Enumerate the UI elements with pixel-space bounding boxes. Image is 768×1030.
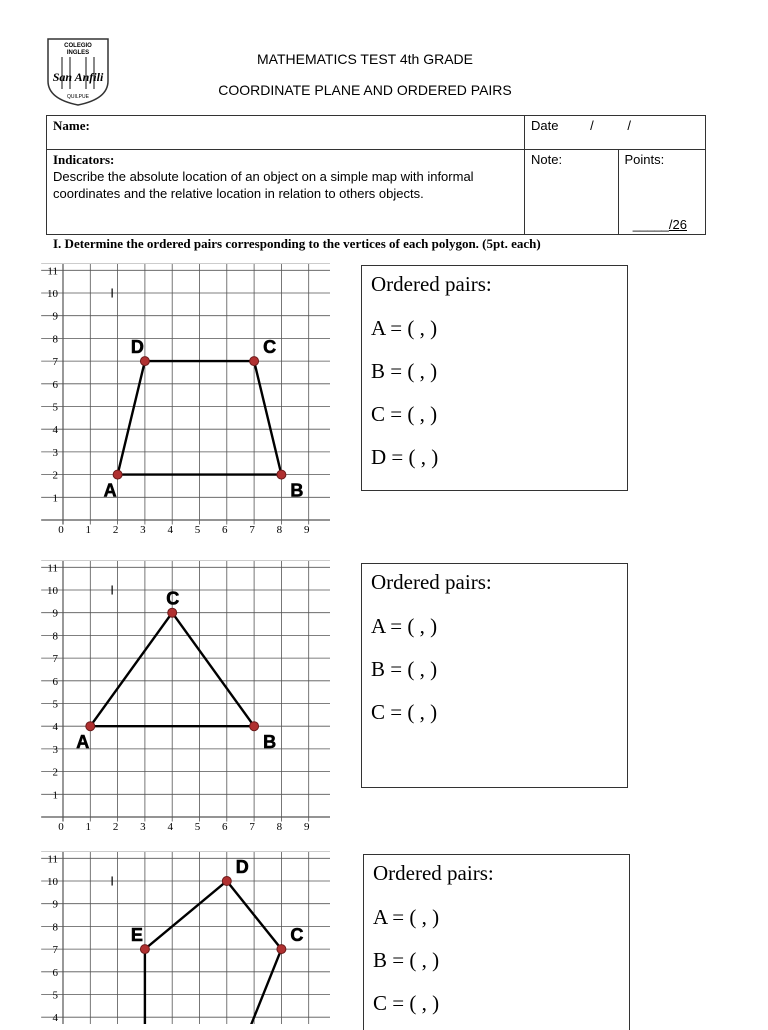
y-tick-label: 8	[52, 921, 58, 934]
logo-text-4: QUILPUE	[67, 94, 89, 100]
logo-text-2: INGLES	[66, 50, 90, 56]
vertex-point-a	[113, 470, 122, 479]
pair-row-a: A = ( , )	[371, 614, 438, 638]
date-cell[interactable]	[525, 116, 706, 150]
x-tick-label: 3	[140, 524, 146, 536]
pair-row-b: B = ( , )	[371, 657, 438, 681]
points-label: Points:	[624, 152, 665, 167]
x-tick-label: 2	[112, 821, 119, 833]
y-tick-label: 1	[52, 789, 58, 802]
page-subtitle: COORDINATE PLANE AND ORDERED PAIRS	[218, 82, 512, 98]
y-tick-label: 8	[52, 630, 58, 643]
points-blank: _____	[632, 217, 669, 232]
vertex-label-a: A	[103, 480, 117, 501]
instruction-text: I. Determine the ordered pairs corresponding to the vertices of each polygon. (5pt. each)	[53, 236, 541, 251]
y-tick-label: 10	[47, 585, 58, 597]
vertex-label-c: C	[290, 925, 304, 946]
y-tick-label: 10	[47, 876, 58, 888]
pair-row-c: C = ( , )	[371, 402, 438, 426]
x-tick-label: 9	[303, 524, 310, 536]
x-tick-label: 4	[167, 524, 173, 536]
pair-row-d: D = ( , )	[371, 445, 439, 469]
y-tick-label: 5	[52, 989, 58, 1002]
y-tick-label: 7	[52, 356, 58, 369]
y-tick-label: 10	[47, 288, 58, 300]
polygon-shape	[145, 881, 282, 1024]
x-tick-label: 8	[276, 524, 283, 536]
y-tick-label: 8	[52, 333, 58, 346]
name-label: Name:	[53, 118, 90, 133]
vertex-point-c	[250, 357, 259, 366]
ordered-pairs-title: Ordered pairs:	[371, 272, 492, 296]
vertex-point-d	[222, 877, 231, 886]
vertex-label-e: E	[130, 925, 143, 946]
pair-row-b: B = ( , )	[371, 359, 438, 383]
y-tick-label: 9	[52, 898, 58, 911]
vertex-label-a: A	[76, 732, 90, 753]
y-tick-label: 9	[52, 607, 58, 620]
x-tick-label: 1	[85, 524, 92, 536]
indicators-label: Indicators:	[53, 152, 115, 167]
vertex-point-e	[140, 945, 149, 954]
school-logo	[46, 37, 110, 107]
ordered-pairs-box-1[interactable]	[361, 265, 628, 491]
indicators-text: Describe the absolute location of an object on a simple map with informal coordinates and the relative location in relation to others objects.	[53, 169, 474, 201]
pair-row-a: A = ( , )	[371, 316, 438, 340]
x-tick-label: 7	[249, 524, 255, 536]
coordinate-grid-3	[40, 843, 330, 1024]
pair-row-a: A = ( , )	[373, 905, 440, 929]
y-tick-label: 5	[52, 401, 58, 414]
y-tick-label: 6	[52, 675, 58, 688]
x-tick-label: 0	[58, 524, 64, 536]
points-cell[interactable]	[618, 150, 705, 235]
pair-row-b: B = ( , )	[373, 948, 440, 972]
y-tick-label: 6	[52, 966, 58, 979]
vertex-label-c: C	[166, 588, 180, 609]
y-tick-label: 7	[52, 653, 58, 666]
info-table	[46, 115, 706, 235]
y-tick-label: 5	[52, 698, 58, 711]
vertex-label-d: D	[130, 337, 144, 358]
y-tick-label: 4	[52, 1012, 58, 1024]
y-tick-label: 4	[52, 721, 58, 734]
y-tick-label: 2	[52, 766, 58, 779]
y-tick-label: 6	[52, 378, 58, 391]
y-tick-label: 7	[52, 944, 58, 957]
vertex-point-a	[86, 722, 95, 731]
note-cell[interactable]	[525, 150, 619, 235]
vertex-point-b	[277, 470, 286, 479]
date-label: Date	[531, 118, 559, 133]
indicators-cell	[47, 150, 525, 235]
y-tick-label: 11	[47, 853, 58, 866]
y-tick-label: 3	[52, 743, 58, 756]
coordinate-grid-2	[40, 552, 330, 837]
vertex-label-d: D	[235, 857, 249, 877]
y-tick-label: 3	[52, 446, 58, 459]
ordered-pairs-title: Ordered pairs:	[371, 570, 492, 594]
x-tick-label: 4	[167, 821, 173, 833]
x-tick-label: 1	[85, 821, 92, 833]
date-separator-2: /	[627, 118, 631, 133]
x-tick-label: 3	[140, 821, 146, 833]
vertex-point-d	[140, 357, 149, 366]
note-label: Note:	[531, 152, 563, 167]
ordered-pairs-box-2[interactable]	[361, 563, 628, 788]
x-tick-label: 8	[276, 821, 283, 833]
pair-row-c: C = ( , )	[371, 700, 438, 724]
vertex-label-c: C	[263, 337, 277, 358]
points-total: /26	[668, 217, 687, 232]
y-tick-label: 4	[52, 424, 58, 437]
vertex-point-b	[250, 722, 259, 731]
y-tick-label: 2	[52, 469, 58, 482]
pair-row-c: C = ( , )	[373, 991, 440, 1015]
ordered-pairs-title: Ordered pairs:	[373, 861, 494, 885]
x-tick-label: 0	[58, 821, 64, 833]
x-tick-label: 9	[303, 821, 310, 833]
y-tick-label: 1	[52, 492, 58, 505]
logo-text-1: COLEGIO	[64, 43, 92, 49]
name-cell[interactable]	[47, 116, 525, 150]
ordered-pairs-box-3[interactable]	[363, 854, 630, 1030]
x-tick-label: 2	[112, 524, 119, 536]
y-tick-label: 11	[47, 562, 58, 575]
page-title: MATHEMATICS TEST 4th GRADE	[256, 51, 473, 67]
x-tick-label: 6	[222, 821, 228, 833]
x-tick-label: 5	[194, 821, 201, 833]
x-tick-label: 5	[194, 524, 201, 536]
vertex-point-c	[168, 608, 177, 617]
logo-text-3: San Anfili	[52, 70, 104, 84]
vertex-label-b: B	[290, 480, 304, 501]
vertex-label-b: B	[263, 732, 277, 753]
y-tick-label: 11	[47, 265, 58, 278]
date-separator-1: /	[590, 118, 594, 133]
x-tick-label: 6	[222, 524, 228, 536]
y-tick-label: 9	[52, 310, 58, 323]
vertex-point-c	[277, 945, 286, 954]
coordinate-grid-1	[40, 255, 330, 540]
x-tick-label: 7	[249, 821, 255, 833]
